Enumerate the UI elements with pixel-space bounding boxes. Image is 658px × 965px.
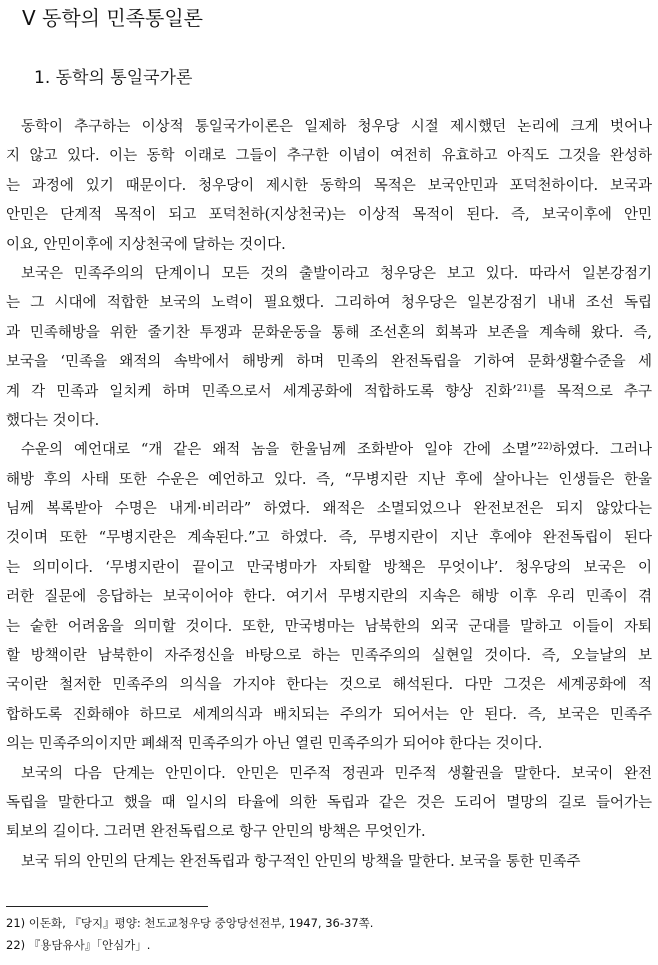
text-line: 수운의 예언대로 “개 같은 왜적 놈을 한울님께 조화받아 일야 간에 소멸”$^{22)}$하였다. 그러나 [21,442,652,459]
text-line: 했다는 것이다. [6,412,100,429]
footnote-21: 21) 이돈화, 『당지』평양: 천도교청우당 중앙당선전부, 1947, 36-37쪽. [6,916,374,930]
text-line: 계 각 민족과 일치케 하며 민족으로서 세계공화에 적합하도록 향상 진화’$^{21)}$를 목적으로 추구 [6,383,652,400]
text-line: 보국을 ‘민족을 왜적의 속박에서 해방케 하며 민족의 완전독립을 기하여 문화생활수준을 세 [6,354,652,371]
paragraph [6,760,652,848]
footnote-ref[interactable]: 21) [516,383,532,394]
text-line: 의는 민족주의이지만 폐쇄적 민족주의가 아닌 열린 민족주의가 되어야 한다는 것이다. [6,736,543,753]
text-line: 보국의 다음 단계는 안민이다. 안민은 민주적 정권과 민주적 생활권을 말한다. 보국이 완전 [21,765,652,782]
text-line: 과 민족해방을 위한 줄기찬 투쟁과 문화운동을 통해 조선혼의 회복과 보존을 계속해 왔다. 즉, [6,324,652,341]
text-line: 동학이 추구하는 이상적 통일국가이론은 일제하 청우당 시절 제시했던 논리에 크게 벗어나 [21,119,652,135]
paragraph [6,260,652,436]
text-line: 퇴보의 길이다. 그러면 완전독립으로 항구 안민의 방책은 무엇인가. [6,824,426,841]
paragraph [6,848,652,877]
text-line: 국이란 철저한 민족주의 의식을 가지야 한다는 것으로 해석된다. 다만 그것은 세계공화에 적 [6,677,652,694]
footnote-divider [6,906,208,907]
text-line: 해방 후의 사태 또한 수운은 예언하고 있다. 즉, “무병지란 지난 후에 살아나는 인생들은 한울 [6,471,652,488]
text-line: 는 과정에 있기 때문이다. 청우당이 제시한 동학의 목적은 보국안민과 포덕천하이다. 보국과 [6,177,652,194]
section-title: 1. 동학의 통일국가론 [34,68,193,88]
text-line: 지 않고 있다. 이는 동학 이래로 그들이 추구한 이념이 여전히 유효하고 아직도 그것을 완성하 [6,148,652,165]
text-line: 할 방책이란 남북한이 자주정신을 바탕으로 하는 민족주의의 실현일 것이다. 즉, 오늘날의 보 [6,648,652,665]
text-line: 는 의미이다. ‘무병지란이 끝이고 만국병마가 자퇴할 방책은 무엇이냐’. 청우당의 보국은 이 [6,559,652,576]
text-line: 합하도록 진화해야 하므로 세계의식과 배치되는 주의가 되어서는 안 된다. 즉, 보국은 민족주 [6,706,652,723]
paragraph [6,113,652,260]
text-line: 는 그 시대에 적합한 보국의 노력이 필요했다. 그리하여 청우당은 일본강점기 내내 조선 독립 [6,295,652,312]
chapter-title: Ⅴ 동학의 민족통일론 [22,6,203,30]
text-line: 러한 질문에 응답하는 보국이어야 한다. 여기서 무병지란의 지속은 해방 이후 우리 민족이 겪 [6,589,652,606]
text-line: 님께 복록받아 수명은 내게·비러라” 하였다. 왜적은 소멸되었으나 완전보전은 되지 않았다는 [6,501,652,518]
text-line: 안민은 단계적 목적이 되고 포덕천하(지상천국)는 이상적 목적이 된다. 즉, 보국이후에 안민 [6,207,652,224]
text-line: 것이며 또한 “무병지란은 계속된다.”고 하였다. 즉, 무병지란이 지난 후에야 완전독립이 된다 [6,530,652,547]
footnote-22: 22) 『용담유사』「안심가」. [6,938,151,952]
text-line: 는 숱한 어려움을 의미할 것이다. 또한, 만국병마는 남북한의 외국 군대를 말하고 이들이 자퇴 [6,618,652,635]
paragraph [6,436,652,759]
text-line: 보국은 민족주의의 단계이니 모든 것의 출발이라고 청우당은 보고 있다. 따라서 일본강점기 [21,265,652,282]
text-line: 보국 뒤의 안민의 단계는 완전독립과 항구적인 안민의 방책을 말한다. 보국을 통한 민족주 [21,853,581,870]
footnote-ref[interactable]: 22) [537,442,553,453]
text-line: 이요, 안민이후에 지상천국에 달하는 것이다. [6,236,286,253]
text-line: 독립을 말한다고 했을 때 일시의 타율에 의한 독립과 같은 것은 도리어 멸망의 길로 들어가는 [6,794,652,811]
footnotes [6,912,373,956]
body-text [6,113,652,877]
